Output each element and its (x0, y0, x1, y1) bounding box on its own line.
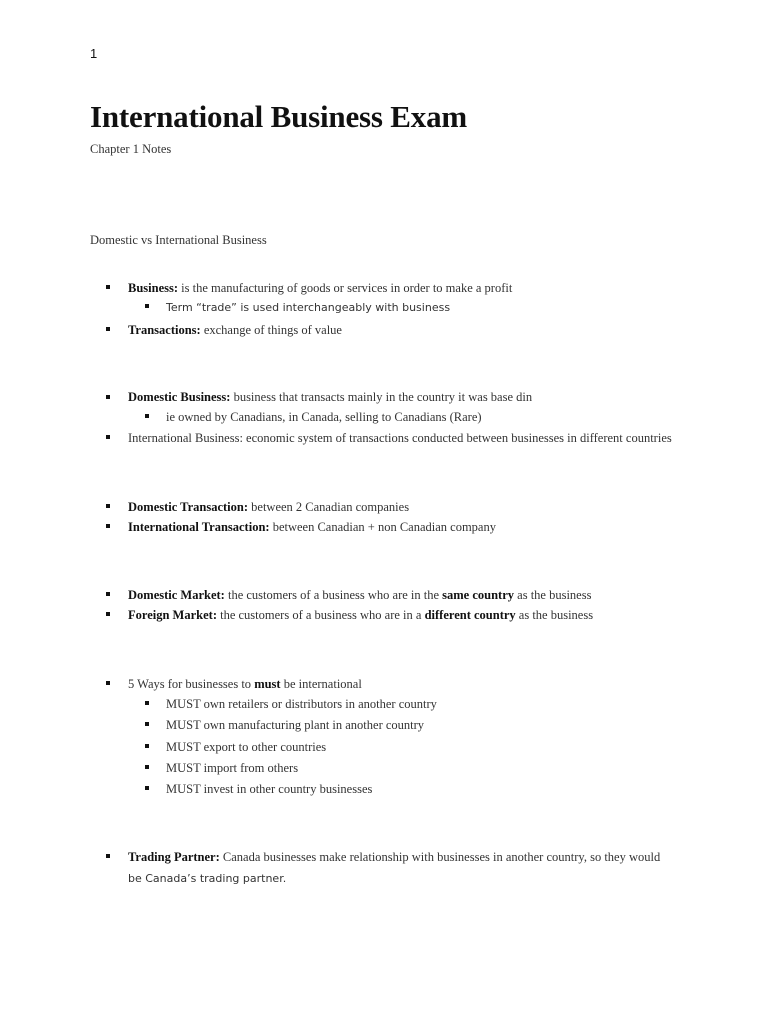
list-item (128, 280, 512, 296)
note-text: MUST import from others (166, 761, 299, 775)
list-item (128, 587, 591, 603)
bullet-icon (145, 744, 149, 748)
bullet-icon (106, 285, 110, 289)
list-item (166, 760, 298, 776)
document-title: International Business Exam (90, 99, 467, 134)
term: Foreign Market: (128, 608, 217, 622)
definition: is the manufacturing of goods or services in order to make a profit (178, 281, 513, 295)
list-item (166, 739, 326, 755)
note-text: ie owned by Canadians, in Canada, selling to Canadians (Rare) (166, 410, 482, 424)
list-item (166, 696, 437, 712)
list-item-continuation: be Canada’s trading partner. (128, 872, 287, 885)
note-text-end: be international (280, 677, 362, 691)
bullet-icon (145, 414, 149, 418)
bullet-icon (145, 701, 149, 705)
term: Transactions: (128, 323, 201, 337)
emphasis: same country (442, 588, 515, 602)
list-item (166, 717, 424, 733)
page-number: 1 (90, 46, 98, 61)
bullet-icon (106, 435, 110, 439)
emphasis: must (254, 677, 281, 691)
list-item (128, 322, 342, 338)
list-item (128, 430, 672, 446)
list-item (166, 409, 482, 425)
definition: between 2 Canadian companies (248, 500, 410, 514)
definition: the customers of a business who are in the (224, 588, 443, 602)
term: Domestic Transaction: (128, 500, 249, 514)
list-item (128, 676, 362, 692)
definition: Canada businesses make relationship with businesses in another country, so they would (219, 850, 661, 864)
bullet-icon (106, 504, 110, 508)
list-item (128, 519, 496, 535)
term: International Transaction: (128, 520, 270, 534)
term: Domestic Market: (128, 588, 225, 602)
note-text: Term “trade” is used interchangeably with business (166, 301, 451, 314)
document-subtitle: Chapter 1 Notes (90, 142, 172, 156)
note-text: MUST own manufacturing plant in another country (166, 718, 425, 732)
bullet-icon (106, 612, 110, 616)
list-item (166, 781, 372, 797)
term: Domestic Business: (128, 390, 231, 404)
bullet-icon (106, 327, 110, 331)
definition-end: as the business (515, 608, 594, 622)
list-item (128, 849, 660, 865)
note-text: MUST export to other countries (166, 740, 327, 754)
term: Business: (128, 281, 179, 295)
bullet-icon (106, 592, 110, 596)
note-text: 5 Ways for businesses to (128, 677, 255, 691)
bullet-icon (106, 524, 110, 528)
bullet-icon (145, 722, 149, 726)
list-item (166, 300, 450, 316)
definition: between Canadian + non Canadian company (269, 520, 496, 534)
list-item (128, 607, 593, 623)
term: Trading Partner: (128, 850, 220, 864)
bullet-icon (145, 786, 149, 790)
definition-end: as the business (514, 588, 592, 602)
bullet-icon (106, 681, 110, 685)
note-text: MUST own retailers or distributors in another country (166, 697, 437, 711)
bullet-icon (145, 765, 149, 769)
definition: exchange of things of value (200, 323, 342, 337)
definition: business that transacts mainly in the country it was base din (230, 390, 533, 404)
bullet-icon (106, 395, 110, 399)
bullet-icon (106, 854, 110, 858)
note-text: MUST invest in other country businesses (166, 782, 373, 796)
list-item (128, 389, 532, 405)
note-text: International Business: economic system of transactions conducted between businesses in different countries (128, 431, 672, 445)
list-item (128, 499, 409, 515)
definition: the customers of a business who are in a (216, 608, 425, 622)
emphasis: different country (424, 608, 516, 622)
bullet-icon (145, 304, 149, 308)
section-heading: Domestic vs International Business (90, 233, 267, 247)
